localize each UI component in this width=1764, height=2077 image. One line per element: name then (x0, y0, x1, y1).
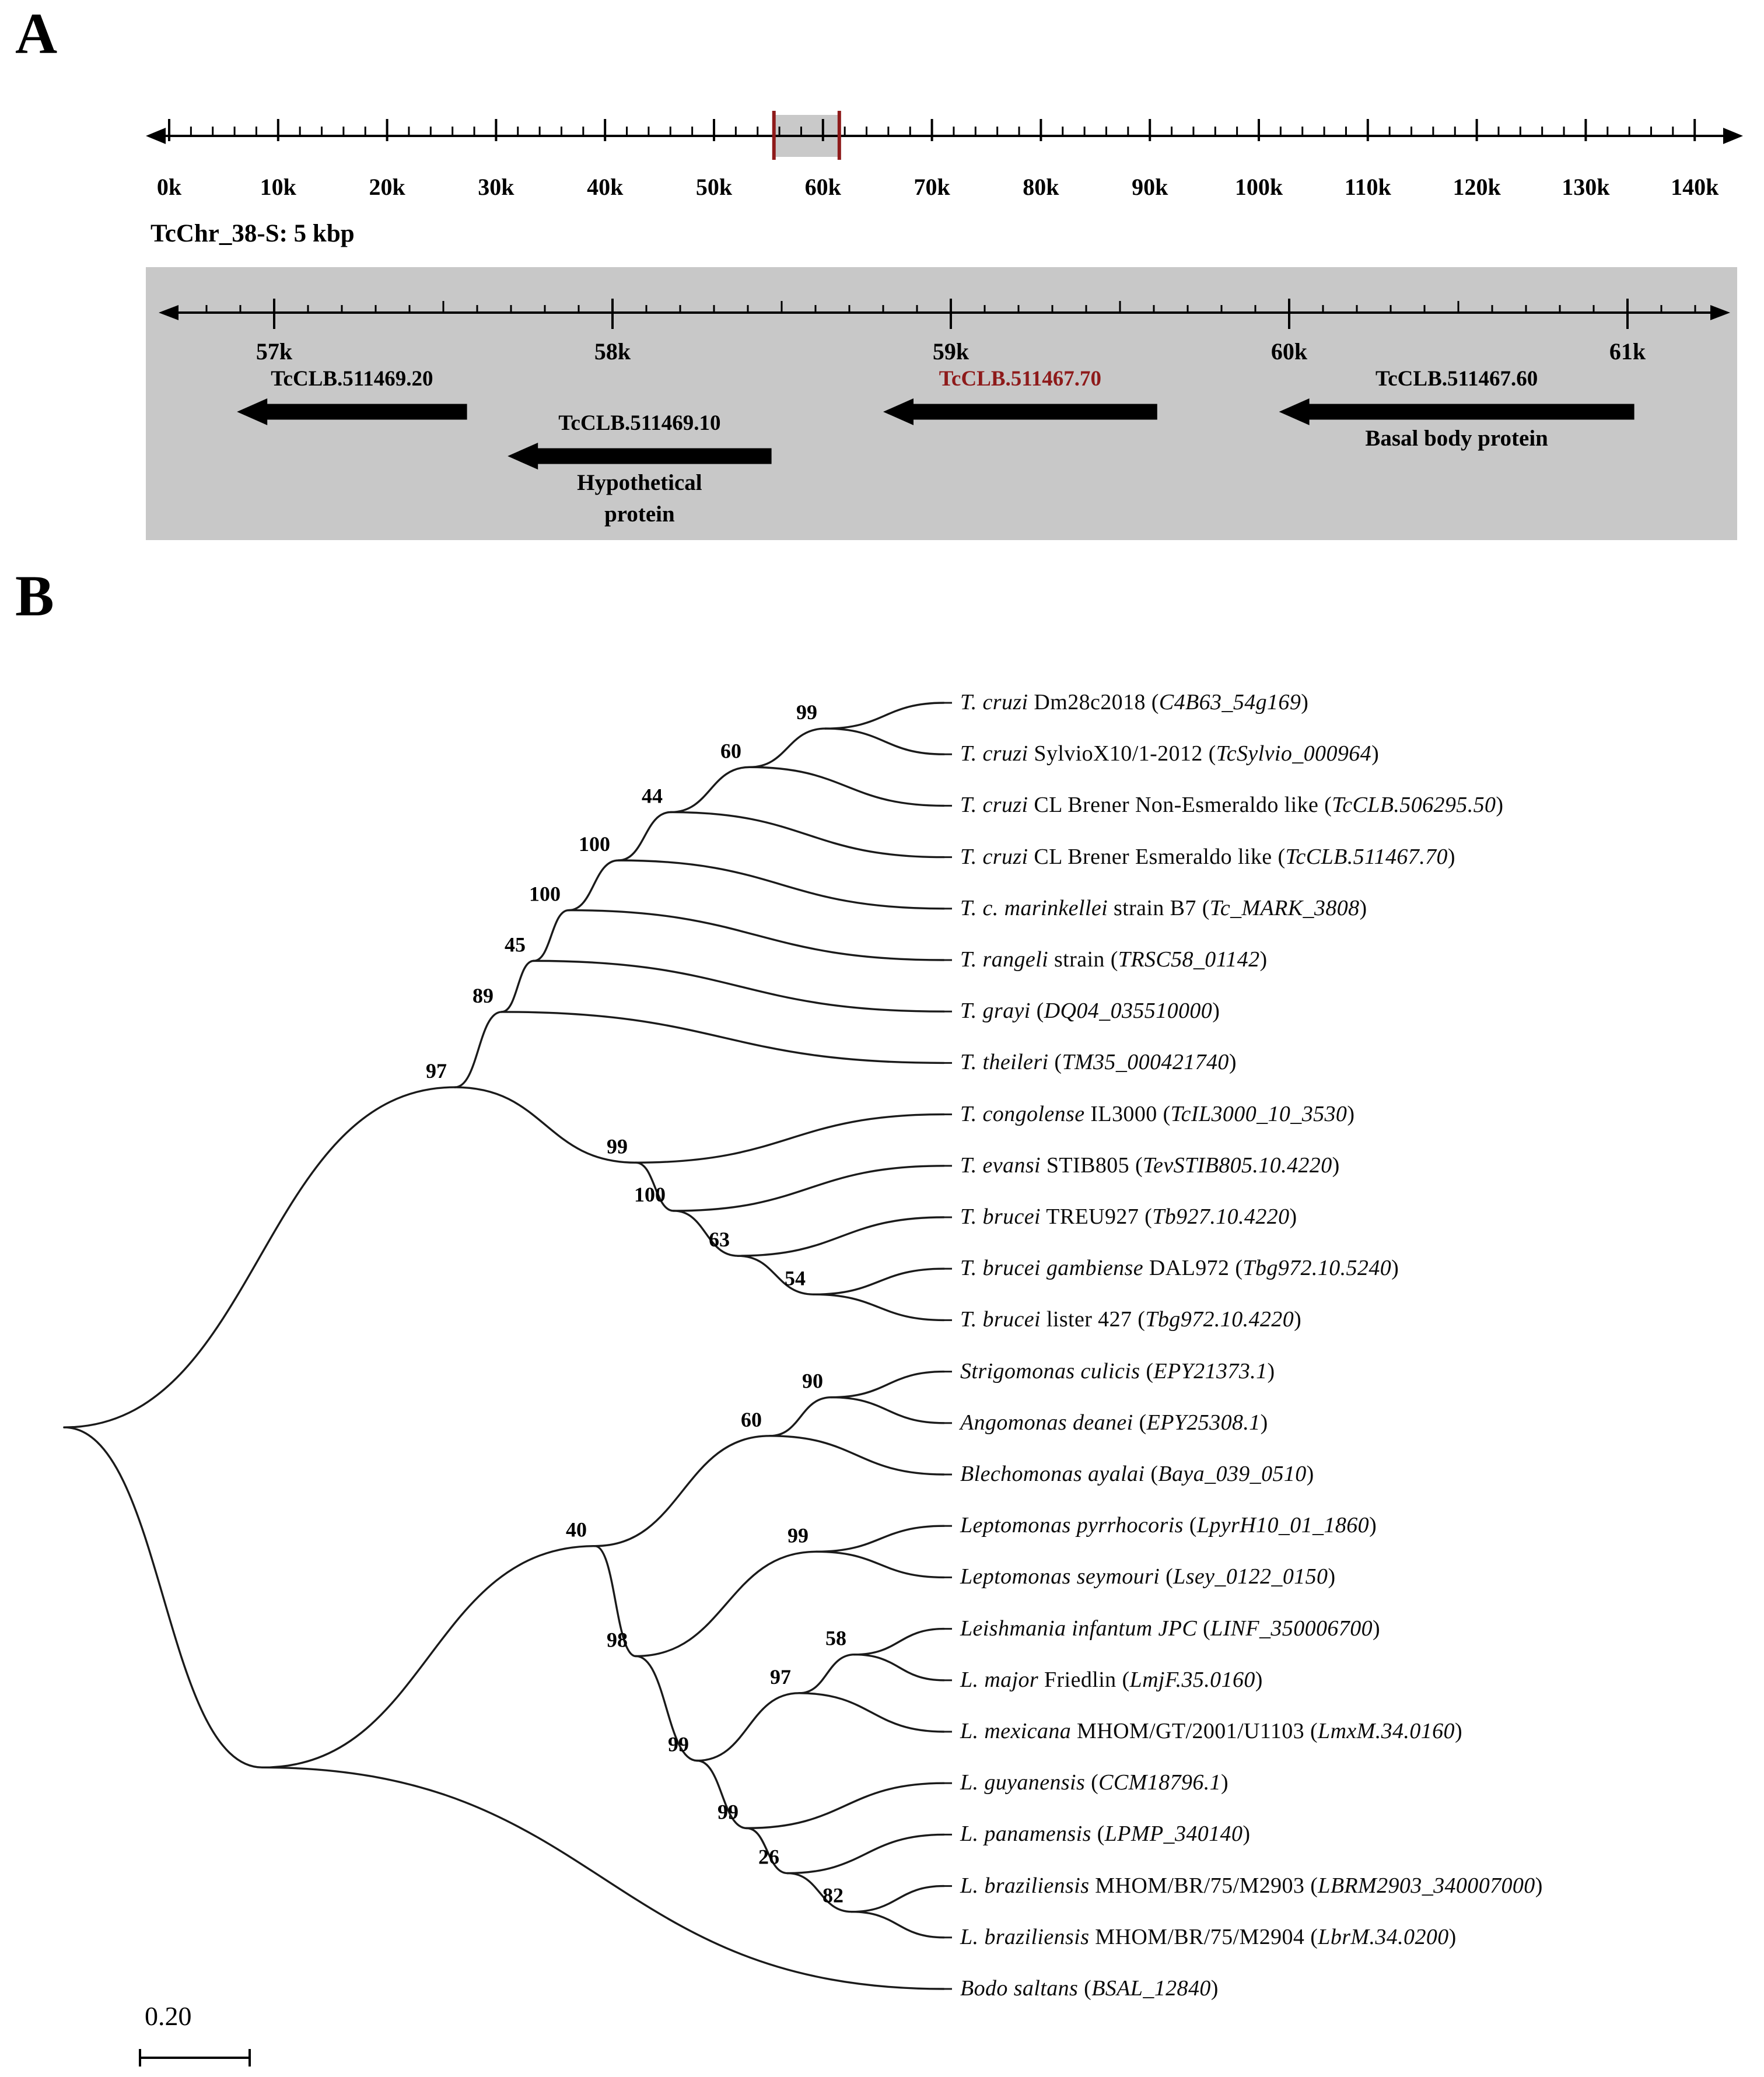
tree-branches (64, 703, 952, 1989)
taxon-label: L. panamensis (LPMP_340140) (960, 1822, 1251, 1847)
taxon-accession: TRSC58_01142 (1118, 947, 1260, 972)
taxon-label: L. major Friedlin (LmjF.35.0160) (960, 1667, 1263, 1692)
taxon-accession: LmjF.35.0160 (1129, 1667, 1255, 1692)
bootstrap-value: 60 (741, 1407, 762, 1431)
tree-branch (814, 1294, 944, 1320)
taxon-accession: Tbg972.10.4220 (1145, 1307, 1294, 1332)
gene-id-label: TcCLB.511467.70 (939, 367, 1102, 391)
scale-bar-value: 0.20 (145, 2001, 192, 2031)
taxon-species: Leptomonas seymouri (960, 1564, 1160, 1589)
taxon-label: L. braziliensis MHOM/BR/75/M2903 (LBRM2903_340007000) (960, 1873, 1543, 1898)
tree-branch (618, 812, 671, 860)
tree-branch (814, 1269, 944, 1294)
taxon-species: T. rangeli (960, 947, 1049, 972)
taxon-species: T. evansi (960, 1153, 1041, 1178)
bootstrap-value: 97 (770, 1665, 791, 1689)
tree-branch (825, 703, 944, 728)
ruler-arrow-left-icon (146, 128, 166, 144)
bootstrap-value: 99 (788, 1523, 808, 1547)
taxon-label: Strigomonas culicis (EPY21373.1) (960, 1358, 1275, 1384)
bootstrap-value: 60 (720, 739, 741, 763)
taxon-species: L. mexicana (960, 1719, 1072, 1743)
taxon-accession: TM35_000421740 (1062, 1050, 1229, 1075)
ruler-tick-label: 130k (1562, 174, 1610, 200)
taxon-label: L. mexicana MHOM/GT/2001/U1103 (LmxM.34.0160) (960, 1719, 1462, 1743)
tree-branch (569, 860, 618, 910)
taxon-label: T. evansi STIB805 (TevSTIB805.10.4220) (960, 1153, 1340, 1178)
taxon-accession: LbrM.34.0200 (1318, 1924, 1449, 1949)
taxon-label: Angomonas deanei (EPY25308.1) (960, 1410, 1268, 1435)
panel-b-label: B (15, 563, 54, 628)
tree-branch (825, 728, 944, 754)
bootstrap-value: 90 (802, 1369, 823, 1393)
tree-branch (738, 1217, 944, 1256)
bootstrap-value: 98 (607, 1628, 628, 1652)
bootstrap-value: 89 (473, 983, 494, 1007)
tree-branch (788, 1834, 944, 1873)
ruler-tick-label: 110k (1344, 174, 1391, 200)
taxon-species: T. grayi (960, 999, 1031, 1024)
ruler-tick-label: 20k (369, 174, 405, 200)
taxon-species: L. braziliensis (960, 1873, 1090, 1898)
tree-branch (455, 1012, 502, 1087)
tree-branch (636, 1551, 817, 1656)
taxon-accession: C4B63_54g169 (1158, 690, 1301, 714)
tree-branch (502, 961, 534, 1012)
tree-branch (262, 1767, 944, 1989)
tree-branch (595, 1436, 770, 1546)
taxon-label: T. grayi (DQ04_035510000) (960, 999, 1220, 1024)
tree-branch (852, 1912, 944, 1938)
tree-branch (831, 1397, 944, 1423)
bootstrap-value: 44 (642, 784, 663, 808)
bootstrap-value: 99 (607, 1134, 628, 1158)
tree-branch (671, 812, 944, 857)
taxon-label: Leishmania infantum JPC (LINF_350006700) (960, 1616, 1381, 1641)
taxon-accession: TcCLB.506295.50 (1332, 793, 1496, 818)
taxon-accession: EPY21373.1 (1153, 1358, 1268, 1384)
bootstrap-value: 63 (709, 1228, 730, 1252)
tree-branch (534, 961, 944, 1011)
chromosome-ruler (146, 111, 1743, 200)
taxon-label: T. cruzi CL Brener Non-Esmeraldo like (TcCLB.506295.50) (960, 793, 1504, 818)
taxon-accession: Tc_MARK_3808 (1209, 895, 1360, 920)
tree-branch (697, 1693, 799, 1761)
taxon-species: Angomonas deanei (960, 1410, 1133, 1435)
ruler-tick-label: 0k (156, 174, 182, 200)
zoom-tick-label: 57k (256, 338, 293, 365)
taxon-accession: Tbg972.10.5240 (1242, 1256, 1392, 1281)
zoom-tick-label: 58k (594, 338, 631, 365)
gene-product-label: Basal body protein (1365, 426, 1548, 451)
tree-branch (64, 1427, 262, 1767)
taxon-species: Strigomonas culicis (960, 1358, 1140, 1384)
taxon-accession: LINF_350006700 (1210, 1616, 1373, 1641)
tree-branch (799, 1693, 944, 1732)
tree-branch (852, 1886, 944, 1912)
bootstrap-value: 100 (579, 832, 610, 856)
taxon-label: Blechomonas ayalai (Baya_039_0510) (960, 1462, 1314, 1486)
zoom-tick-label: 59k (932, 338, 970, 365)
taxon-accession: Baya_039_0510 (1158, 1462, 1307, 1486)
tree-branch (636, 1115, 944, 1163)
taxon-species: T. brucei gambiense (960, 1256, 1144, 1281)
taxon-label: T. cruzi SylvioX10/1-2012 (TcSylvio_000964) (960, 741, 1380, 766)
taxon-label: L. braziliensis MHOM/BR/75/M2904 (LbrM.34.0200) (960, 1924, 1457, 1949)
ruler-tick-label: 70k (914, 174, 950, 200)
bootstrap-value: 26 (758, 1845, 779, 1869)
tree-branch (817, 1526, 944, 1551)
scale-bar (140, 2001, 250, 2067)
ruler-arrow-right-icon (1723, 128, 1743, 144)
zoom-tick-label: 61k (1609, 338, 1646, 365)
gene-id-label: TcCLB.511469.10 (558, 411, 721, 435)
bootstrap-values (426, 700, 846, 1907)
ruler-tick-label: 40k (587, 174, 624, 200)
taxon-species: T. cruzi (960, 741, 1028, 766)
ruler-tick-label: 50k (695, 174, 733, 200)
taxon-accession: LpyrH10_01_1860 (1196, 1513, 1370, 1538)
taxon-species: Leishmania infantum JPC (960, 1616, 1198, 1641)
tree-branch (671, 767, 750, 812)
bootstrap-value: 100 (529, 882, 561, 906)
taxon-accession: TcIL3000_10_3530 (1170, 1101, 1348, 1126)
taxon-species: Leptomonas pyrrhocoris (960, 1513, 1184, 1538)
locus-panel-bg (146, 267, 1737, 540)
tree-branch (855, 1655, 944, 1680)
taxon-species: T. cruzi (960, 690, 1028, 714)
taxon-accession: DQ04_035510000 (1044, 999, 1213, 1024)
gene-id-label: TcCLB.511467.60 (1375, 367, 1538, 391)
taxon-species: L. panamensis (960, 1822, 1091, 1847)
ruler-tick-label: 10k (260, 174, 296, 200)
bootstrap-value: 97 (426, 1059, 447, 1083)
bootstrap-value: 99 (796, 700, 817, 724)
bootstrap-value: 82 (822, 1883, 844, 1907)
taxon-label: T. rangeli strain (TRSC58_01142) (960, 947, 1268, 972)
tree-branch (534, 910, 569, 961)
taxon-accession: LBRM2903_340007000 (1318, 1873, 1535, 1898)
taxon-species: T. theileri (960, 1050, 1049, 1075)
taxon-species: Bodo saltans (960, 1976, 1079, 2001)
taxon-label: Leptomonas pyrrhocoris (LpyrH10_01_1860) (960, 1513, 1377, 1538)
zoom-tick-label: 60k (1270, 338, 1308, 365)
taxon-accession: EPY25308.1 (1146, 1410, 1261, 1435)
tree-branch (502, 1012, 944, 1063)
taxon-species: T. c. marinkellei (960, 895, 1108, 920)
ruler-tick-label: 140k (1671, 174, 1719, 200)
taxon-accession: TcCLB.511467.70 (1285, 844, 1448, 869)
tree-branch (855, 1629, 944, 1655)
taxon-label: L. guyanensis (CCM18796.1) (960, 1770, 1229, 1795)
tree-branch (750, 728, 825, 767)
gene-product-label: Hypothetical (577, 470, 702, 495)
taxon-accession: LPMP_340140 (1104, 1822, 1243, 1847)
taxon-species: T. brucei (960, 1307, 1041, 1332)
locus-title: TcChr_38-S: 5 kbp (150, 220, 355, 247)
bootstrap-value: 40 (566, 1518, 587, 1542)
tree-branch (618, 860, 944, 909)
gene-product-label: protein (604, 502, 675, 527)
taxon-label: T. cruzi CL Brener Esmeraldo like (TcCLB.511467.70) (960, 844, 1455, 869)
taxon-species: T. congolense (960, 1101, 1085, 1126)
tree-branch (817, 1551, 944, 1577)
taxon-label: T. c. marinkellei strain B7 (Tc_MARK_3808) (960, 895, 1367, 920)
tree-branch (799, 1655, 855, 1693)
bootstrap-value: 99 (718, 1800, 738, 1824)
taxon-accession: BSAL_12840 (1091, 1976, 1211, 2001)
taxon-species: L. major (960, 1667, 1039, 1692)
bootstrap-value: 54 (785, 1266, 806, 1290)
tree-branch (262, 1546, 595, 1768)
taxon-species: T. brucei (960, 1204, 1041, 1229)
tree-branch (64, 1087, 455, 1427)
panel-a-label: A (15, 1, 58, 66)
tree-branch (770, 1397, 831, 1436)
taxon-accession: Lsey_0122_0150 (1173, 1564, 1328, 1589)
taxon-species: L. braziliensis (960, 1924, 1090, 1949)
taxon-label: T. theileri (TM35_000421740) (960, 1050, 1237, 1075)
taxon-label: T. brucei gambiense DAL972 (Tbg972.10.5240) (960, 1256, 1399, 1281)
taxon-species: Blechomonas ayalai (960, 1462, 1145, 1486)
bootstrap-value: 99 (668, 1732, 689, 1756)
taxon-species: T. cruzi (960, 793, 1028, 818)
taxon-label: Bodo saltans (BSAL_12840) (960, 1976, 1219, 2001)
taxon-species: L. guyanensis (960, 1770, 1086, 1795)
ruler-tick-label: 80k (1023, 174, 1059, 200)
taxon-label: T. cruzi Dm28c2018 (C4B63_54g169) (960, 690, 1309, 714)
tree-branch (770, 1436, 944, 1474)
bootstrap-value: 45 (505, 933, 526, 957)
bootstrap-value: 100 (634, 1182, 666, 1206)
ruler-tick-label: 60k (804, 174, 841, 200)
tree-branch (831, 1372, 944, 1397)
gene-id-label: TcCLB.511469.20 (271, 367, 433, 391)
taxon-accession: TcSylvio_000964 (1216, 741, 1372, 766)
taxon-accession: CCM18796.1 (1098, 1770, 1222, 1795)
taxon-label: T. congolense IL3000 (TcIL3000_10_3530) (960, 1101, 1355, 1126)
taxon-accession: Tb927.10.4220 (1152, 1204, 1290, 1229)
taxon-label: T. brucei lister 427 (Tbg972.10.4220) (960, 1307, 1302, 1332)
tree-branch (569, 910, 944, 960)
ruler-tick-label: 30k (478, 174, 514, 200)
bootstrap-value: 58 (825, 1626, 846, 1650)
taxon-species: T. cruzi (960, 844, 1028, 869)
ruler-tick-label: 100k (1234, 174, 1283, 200)
taxon-accession: TevSTIB805.10.4220 (1143, 1153, 1332, 1178)
ruler-tick-label: 90k (1132, 174, 1168, 200)
locus-zoom-panel (146, 267, 1737, 540)
tree-branch (750, 767, 944, 805)
tree-branch (674, 1166, 944, 1211)
taxon-accession: LmxM.34.0160 (1318, 1719, 1455, 1743)
tree-branch (747, 1783, 944, 1828)
taxon-label: T. brucei TREU927 (Tb927.10.4220) (960, 1204, 1297, 1229)
ruler-tick-label: 120k (1452, 174, 1501, 200)
taxon-label: Leptomonas seymouri (Lsey_0122_0150) (960, 1564, 1336, 1589)
